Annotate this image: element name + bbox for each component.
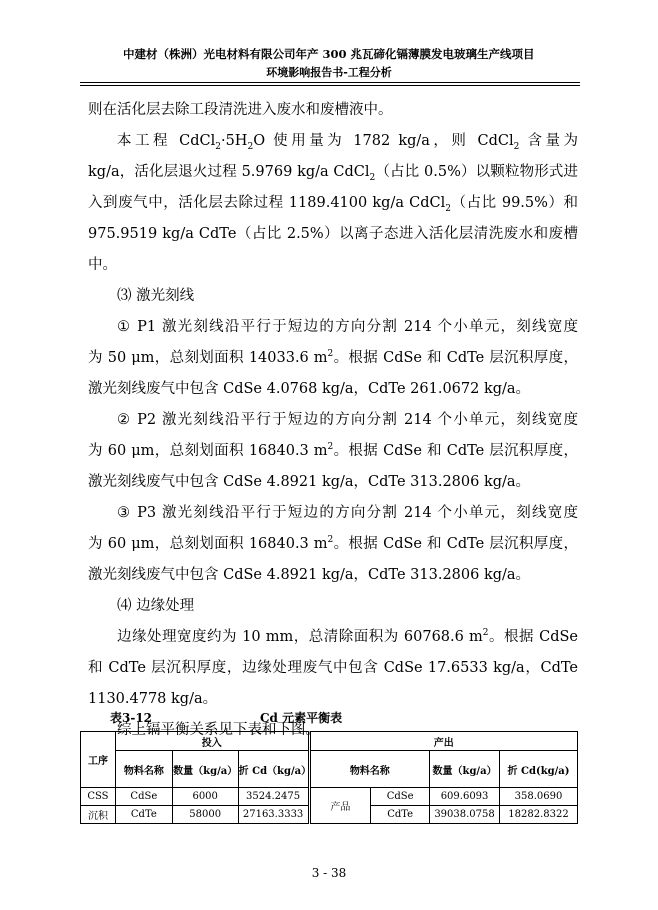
table-number: 表3-12 [110, 711, 153, 725]
table-row [81, 788, 578, 806]
output-material-cell: CdSe [371, 788, 430, 806]
header-output-group: 产出 [309, 732, 577, 751]
paragraph-line: 激光刻线废气中包含 CdSe 4.8921 kg/a，CdTe 313.2806 kg/a。 [88, 474, 531, 490]
input-cd-cell: 3524.2475 [238, 788, 309, 806]
output-group-cell: 产品 [309, 788, 371, 824]
output-cd-cell: 18282.8322 [500, 806, 578, 824]
header-input-material: 物料名称 [115, 751, 172, 788]
header-rule-bottom [80, 85, 580, 86]
header-input-group: 投入 [115, 732, 309, 751]
header-report-title: 环境影响报告书-工程分析 [266, 66, 392, 79]
header-input-cd: 折 Cd（kg/a） [238, 751, 309, 788]
paragraph-line: ① P1 激光刻线沿平行于短边的方向分割 214 个小单元，刻线宽度 [117, 319, 578, 335]
section-heading: ⑶ 激光刻线 [117, 288, 195, 304]
header-output-quantity: 数量（kg/a） [430, 751, 500, 788]
document-body [88, 95, 578, 746]
paragraph-line: 975.9519 kg/a CdTe（占比 2.5%）以离子态进入活化层清洗废水和废槽 [88, 226, 578, 242]
paragraph-line: 为 60 μm，总刻划面积 16840.3 $m^2$。根据 CdSe 和 CdTe 层沉积厚度， [88, 442, 578, 459]
page-number: 3 - 38 [311, 866, 347, 880]
paragraph-line: 激光刻线废气中包含 CdSe 4.8921 kg/a，CdTe 313.2806 kg/a。 [88, 567, 531, 583]
header-output-cd: 折 Cd(kg/a) [500, 751, 578, 788]
header-input-quantity: 数量（kg/a） [172, 751, 238, 788]
paragraph-line: 中。 [88, 257, 117, 273]
paragraph-line: ② P2 激光刻线沿平行于短边的方向分割 214 个小单元，刻线宽度 [117, 412, 578, 428]
input-material-cell: CdSe [115, 788, 172, 806]
paragraph-line: ③ P3 激光刻线沿平行于短边的方向分割 214 个小单元，刻线宽度 [117, 505, 578, 521]
paragraph-line: 1130.4778 kg/a。 [88, 691, 218, 707]
output-cd-cell: 358.0690 [500, 788, 578, 806]
paragraph-line: 边缘处理宽度约为 10 mm，总清除面积为 60768.6 $m^2$。根据 CdSe [117, 628, 578, 645]
cd-balance-table [80, 731, 578, 824]
table-title: Cd 元素平衡表 [260, 711, 343, 725]
section-heading: ⑷ 边缘处理 [117, 598, 195, 614]
input-cd-cell: 27163.3333 [238, 806, 309, 824]
input-quantity-cell: 6000 [172, 788, 238, 806]
paragraph-line: 为 50 μm，总刻划面积 14033.6 $m^2$。根据 CdSe 和 CdTe 层沉积厚度， [88, 349, 578, 366]
header-process: 工序 [81, 732, 116, 788]
header-rule-top [80, 82, 580, 83]
header-output-material: 物料名称 [309, 751, 430, 788]
paragraph-line: kg/a，活化层退火过程 5.9769 kg/a CdCl$_2$（占比 0.5%）以颗粒物形式进 [88, 164, 578, 183]
paragraph-line: 入到废气中，活化层去除过程 1189.4100 kg/a CdCl$_2$（占比 99.5%）和 [88, 195, 578, 214]
process-label: CSS [81, 788, 116, 806]
paragraph-line: 则在活化层去除工段清洗进入废水和废槽液中。 [88, 102, 393, 118]
header-project-title: 中建材（株洲）光电材料有限公司年产 300 兆瓦碲化镉薄膜发电玻璃生产线项目 [123, 47, 535, 61]
output-material-cell: CdTe [371, 806, 430, 824]
paragraph-line: 激光刻线废气中包含 CdSe 4.0768 kg/a，CdTe 261.0672 kg/a。 [88, 381, 531, 397]
paragraph-line: 本工程 $CdCl_2\cdot 5H_2O$ 使用量为 1782 kg/a，则 CdCl$_2$ 含量为 [117, 133, 578, 152]
paragraph-line: 综上镉平衡关系见下表和下图。 [117, 722, 320, 738]
paragraph-line: 为 60 μm，总刻划面积 16840.3 $m^2$。根据 CdSe 和 CdTe 层沉积厚度， [88, 535, 578, 552]
input-quantity-cell: 58000 [172, 806, 238, 824]
paragraph-line: 和 CdTe 层沉积厚度，边缘处理废气中包含 CdSe 17.6533 kg/a，CdTe [88, 660, 578, 676]
output-quantity-cell: 609.6093 [430, 788, 500, 806]
input-material-cell: CdTe [115, 806, 172, 824]
process-label: 沉积 [81, 806, 116, 824]
output-quantity-cell: 39038.0758 [430, 806, 500, 824]
